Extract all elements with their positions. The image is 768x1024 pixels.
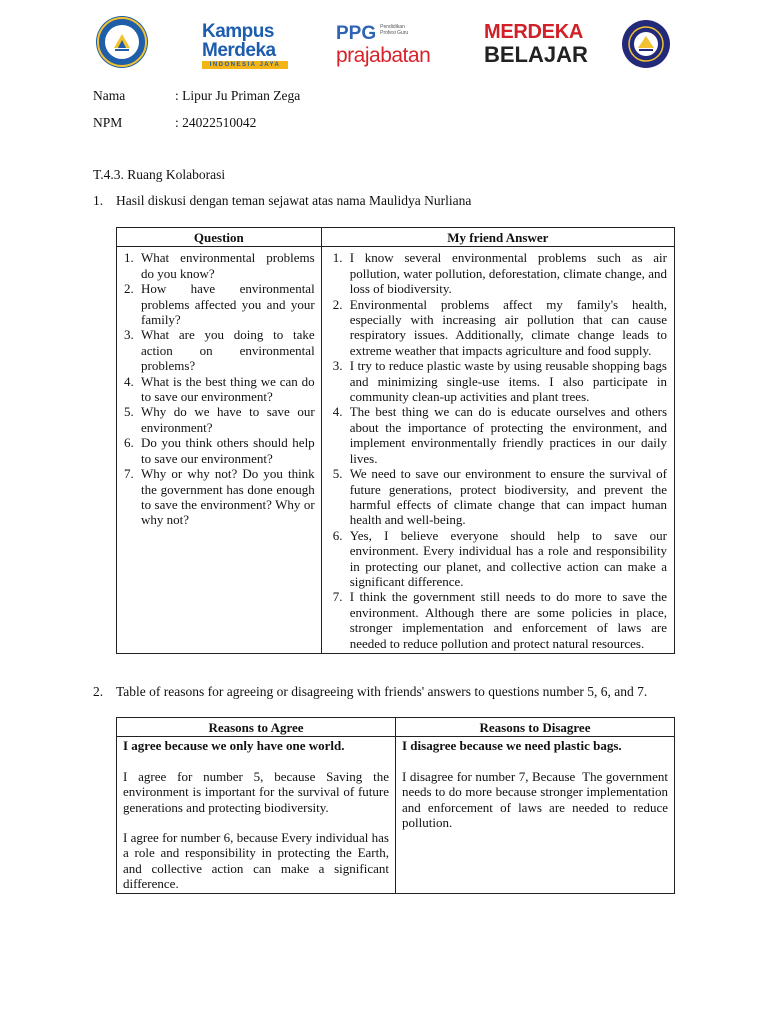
disagree-reason-7: I disagree for number 7, Because The government needs to do more because stronger implementation and enforcement of laws are needed to reduce pollution. <box>402 768 672 831</box>
answer-item: 1. I know several environmental problems such as air pollution, water pollution, deforestation, climate change, and loss of biodiversity. <box>332 250 667 297</box>
question-item: 2. How have environmental problems affected you and your family? <box>124 281 315 328</box>
answer-item: 7. I think the government still needs to do more to save the environment. Although there are some policies in place, stronger implementation and enforcement of laws are needed to reduce pollution and protect natural resources. <box>332 589 667 651</box>
question-item: 6. Do you think others should help to save our environment? <box>124 435 315 466</box>
answer-list <box>326 250 667 651</box>
question-list <box>117 250 315 527</box>
answer-item: 5. We need to save our environment to ensure the survival of future generations, protect biodiversity, and prevent the harmful effects of climate change that can impact human health and well-being. <box>332 466 667 528</box>
disagree-summary: I disagree because we need plastic bags. <box>402 738 622 754</box>
answers-cell <box>321 247 674 654</box>
section-title-text: T.4.3. Ruang Kolaborasi <box>93 167 226 182</box>
merdeka-word: MERDEKA <box>484 21 584 43</box>
ppg-prajabatan-logo <box>336 24 440 74</box>
answer-item: 4. The best thing we can do is educate ourselves and others about the importance of protecting the environment, and implement environmentally friendly practices in our daily lives. <box>332 404 667 466</box>
university-seal-icon <box>622 20 670 68</box>
agree-reason-6: I agree for number 6, because Every individual has a role and responsibility in protecting the Earth, and collective action can make a significant difference. <box>123 830 389 892</box>
name-value: : Lipur Ju Priman Zega <box>175 88 301 103</box>
indonesia-jaya-text: INDONESIA JAYA <box>202 61 288 69</box>
item-2-number: 2. <box>93 684 104 699</box>
npm-label: NPM <box>93 115 123 130</box>
answer-item: 6. Yes, I believe everyone should help to save our environment. Every individual has a role and responsibility in protecting our planet, and collective action can make a significant difference. <box>332 527 667 589</box>
item-1-text: Hasil diskusi dengan teman sejawat atas nama Maulidya Nurliana <box>116 193 472 208</box>
question-item: 1. What environmental problems do you know? <box>124 250 315 281</box>
answer-item: 3. I try to reduce plastic waste by using reusable shopping bags and minimizing single-use items. I also participate in community clean-up activities and plant trees. <box>332 358 667 405</box>
answer-item: 2. Environmental problems affect my family's health, especially with increasing air pollution that can cause respiratory issues. Additionally, climate change leads to extreme weather that impacts agriculture and food supply. <box>332 296 667 358</box>
agree-reason-5: I agree for number 5, because Saving the environment is important for the survival of future generations and protecting biodiversity. <box>123 768 389 815</box>
npm-value: : 24022510042 <box>175 115 257 130</box>
question-item: 3. What are you doing to take action on environmental problems? <box>124 327 315 374</box>
ppg-small-text: Pendidikan Profesi Guru <box>380 24 409 36</box>
discussion-table <box>116 227 675 654</box>
name-label: Nama <box>93 88 126 103</box>
questions-cell <box>117 247 322 654</box>
ppg-text: PPG <box>336 23 377 44</box>
merdeka-belajar-logo <box>484 21 588 67</box>
logo-bar <box>0 14 768 74</box>
section-title <box>93 167 225 183</box>
answer-header: My friend Answer <box>321 228 674 247</box>
agree-header: Reasons to Agree <box>117 718 396 737</box>
merdeka-text: Merdeka <box>202 40 276 61</box>
disagree-cell <box>396 737 675 893</box>
kampus-merdeka-logo <box>202 22 296 74</box>
tut-wuri-handayani-logo <box>96 16 148 68</box>
item-2-text: Table of reasons for agreeing or disagreeing with friends' answers to questions number 5, 6, and 7. <box>116 684 648 699</box>
kampus-text: Kampus <box>202 21 274 42</box>
question-item: 5. Why do we have to save our environment? <box>124 404 315 435</box>
question-header: Question <box>117 228 322 247</box>
university-logo <box>622 20 670 68</box>
prajabatan-text: prajabatan <box>336 44 431 67</box>
agree-summary: I agree because we only have one world. <box>123 738 345 754</box>
item-1-number: 1. <box>93 193 104 208</box>
question-item: 7. Why or why not? Do you think the government has done enough to save the environment? Why or why not? <box>124 466 315 528</box>
reasons-table <box>116 717 675 894</box>
seal-icon <box>96 16 148 68</box>
disagree-header: Reasons to Disagree <box>396 718 675 737</box>
belajar-word: BELAJAR <box>484 42 588 67</box>
agree-cell <box>117 737 396 893</box>
question-item: 4. What is the best thing we can do to save our environment? <box>124 373 315 405</box>
